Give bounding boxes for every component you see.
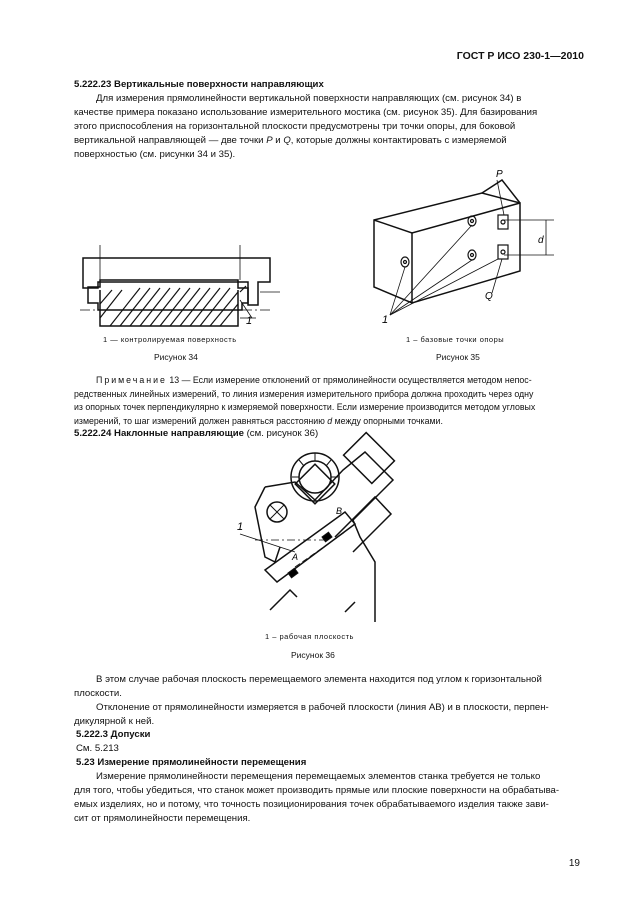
point-q: Q	[283, 135, 291, 146]
page-header: ГОСТ Р ИСО 230-1—2010	[456, 50, 584, 62]
text-line: поверхностью (см. рисунки 34 и 35).	[74, 149, 236, 160]
note-13	[74, 374, 584, 428]
text-line: этого приспособления на горизонтальной плоскости предусмотрены три точки опоры, для боковой	[74, 121, 516, 132]
angle-paragraph	[74, 673, 584, 729]
text-line: Измерение прямолинейности перемещения перемещаемых элементов станка требуется не только	[96, 771, 541, 782]
figure-35-caption: 1 – базовые точки опоры	[406, 335, 505, 344]
text-line: сит от прямолинейности перемещения.	[74, 813, 251, 824]
text-line: вертикальной направляющей — две точки P и Q, которые должны контактировать с измеряемой	[74, 135, 507, 146]
note-prefix: Примечание	[96, 375, 167, 385]
page-number: 19	[568, 858, 580, 869]
figure-35-drawing	[372, 169, 572, 326]
section-title-5-222-23: 5.222.23 Вертикальные поверхности направляющих	[74, 79, 324, 90]
text-line: редственных линейных измерений, то линия измерения измерительного прибора должна проходить через одну	[74, 388, 534, 399]
figure-34-caption: 1 — контролируемая поверхность	[103, 335, 237, 344]
fig35-label-p: P	[496, 169, 503, 180]
point-p: P	[266, 135, 273, 146]
section-body-5-23	[74, 770, 584, 826]
text-line: Примечание 13 — Если измерение отклонений от прямолинейности осуществляется методом непос-	[96, 375, 532, 385]
fig36-label-1: 1	[237, 521, 244, 533]
figure-34-drawing	[70, 240, 280, 340]
section-title-5-23: 5.23 Измерение прямолинейности перемещения	[76, 757, 307, 768]
section-body-5-222-23	[74, 92, 584, 162]
fig35-label-d: d	[538, 235, 544, 246]
text-line: Отклонение от прямолинейности измеряется в рабочей плоскости (линия AB) и в плоскости, перпен-	[96, 702, 549, 713]
section-title-5-222-3: 5.222.3 Допуски	[76, 729, 151, 740]
figure-34-title: Рисунок 34	[154, 352, 198, 362]
text-line: качестве примера показано использование измерительного мостика (см. рисунок 35). Для базирования	[74, 107, 538, 118]
text-line: плоскости.	[74, 688, 122, 699]
section-title-5-222-24: 5.222.24 Наклонные направляющие (см. рисунок 36)	[74, 428, 319, 439]
distance-d: d	[327, 415, 333, 426]
text-line: Для измерения прямолинейности вертикальной поверхности направляющих (см. рисунок 34) в	[96, 93, 522, 104]
fig34-label-1: 1	[246, 315, 253, 327]
fig35-label-q: Q	[485, 291, 493, 302]
text-line: измерений, то шаг измерений должен равняться расстоянию d между опорными точками.	[74, 415, 443, 426]
section-body-5-222-3: См. 5.213	[76, 743, 119, 754]
text-line: емых изделиях, но и потому, что точность позиционирования точек обрабатываемого изделия также зави-	[74, 799, 549, 810]
fig36-label-b: B	[336, 506, 343, 516]
text-line: из опорных точек перпендикулярно к измеряемой поверхности. Если измерение производится методом угловых	[74, 402, 536, 412]
text-line: В этом случае рабочая плоскость перемещаемого элемента находится под углом к горизонтальной	[96, 674, 542, 685]
figure-36-caption: 1 – рабочая плоскость	[265, 632, 354, 641]
text-line: для того, чтобы убедиться, что станок может производить прямые или плоские поверхности на обрабатыва-	[74, 785, 560, 796]
figure-35-title: Рисунок 35	[436, 352, 480, 362]
text-line: дикулярной к ней.	[74, 716, 155, 727]
fig35-label-1: 1	[382, 314, 389, 326]
figure-36-title: Рисунок 36	[291, 650, 335, 660]
fig36-label-a: A	[292, 552, 299, 562]
figure-36-drawing	[235, 442, 405, 622]
